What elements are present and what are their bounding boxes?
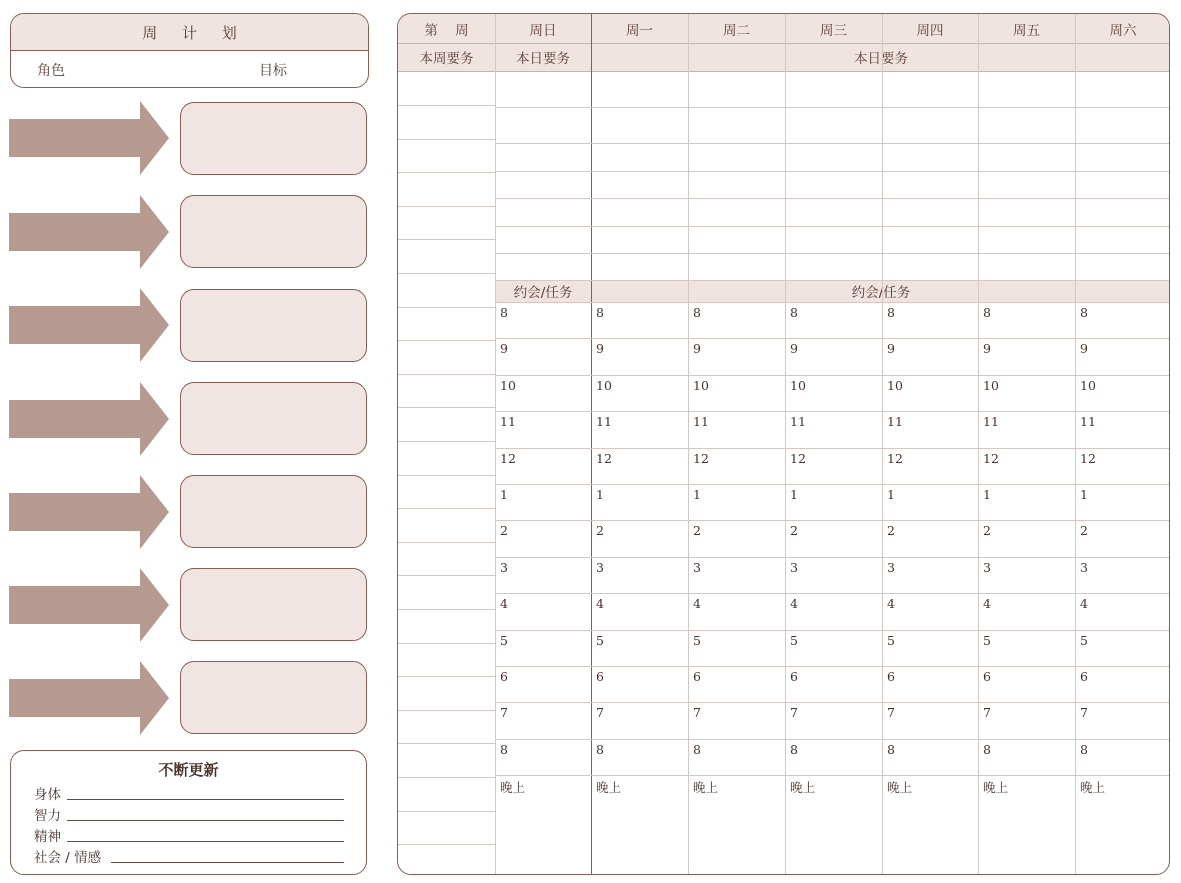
hour-label: 4 <box>790 596 798 611</box>
hour-label: 3 <box>693 560 701 575</box>
hour-label: 7 <box>887 705 895 720</box>
evening-label: 晚上 <box>596 780 622 795</box>
role-arrow-icon <box>9 475 169 549</box>
renewal-line[interactable] <box>111 862 344 863</box>
hour-label: 9 <box>790 341 798 356</box>
grid-row-line <box>398 575 495 576</box>
hour-label: 3 <box>500 560 508 575</box>
goal-box[interactable] <box>180 661 367 734</box>
weekly-plan-header <box>10 13 369 88</box>
hour-label: 12 <box>500 451 516 466</box>
renewal-line[interactable] <box>67 820 344 821</box>
hour-label: 1 <box>500 487 508 502</box>
grid-row-line <box>495 775 1170 776</box>
renewal-title: 不断更新 <box>158 761 219 779</box>
evening-label: 晚上 <box>790 780 816 795</box>
grid-row-line <box>398 777 495 778</box>
grid-row-line <box>495 253 1170 254</box>
hour-label: 5 <box>983 633 991 648</box>
hour-label: 3 <box>983 560 991 575</box>
hour-label: 11 <box>790 414 806 429</box>
hour-label: 8 <box>983 742 991 757</box>
hour-label: 2 <box>983 523 991 538</box>
day-header-tuesday: 周二 <box>688 14 785 43</box>
grid-row-line <box>495 280 1170 281</box>
day-header-monday: 周一 <box>591 14 688 43</box>
hour-label: 12 <box>887 451 903 466</box>
day-header-wednesday: 周三 <box>785 14 882 43</box>
goal-label: 目标 <box>259 63 287 79</box>
role-arrow-icon <box>9 661 169 735</box>
hour-label: 7 <box>500 705 508 720</box>
hour-label: 8 <box>1080 742 1088 757</box>
hour-label: 1 <box>983 487 991 502</box>
role-arrow-icon <box>9 288 169 362</box>
evening-label: 晚上 <box>693 780 719 795</box>
hour-label: 6 <box>693 669 701 684</box>
hour-label: 8 <box>500 742 508 757</box>
hour-label: 12 <box>983 451 999 466</box>
hour-label: 3 <box>596 560 604 575</box>
hour-label: 4 <box>887 596 895 611</box>
renewal-line[interactable] <box>67 799 344 800</box>
grid-row-line <box>495 448 1170 449</box>
evening-label: 晚上 <box>983 780 1009 795</box>
role-arrow-icon <box>9 101 169 175</box>
hour-label: 5 <box>887 633 895 648</box>
day-tasks-label-sunday: 本日要务 <box>495 43 591 71</box>
renewal-item-mind: 智力 <box>34 808 61 824</box>
hour-label: 7 <box>596 705 604 720</box>
hour-label: 3 <box>887 560 895 575</box>
hour-label: 10 <box>693 378 709 393</box>
evening-label: 晚上 <box>887 780 913 795</box>
hour-label: 5 <box>693 633 701 648</box>
hour-label: 1 <box>887 487 895 502</box>
grid-row-line <box>398 743 495 744</box>
grid-row-line <box>398 239 495 240</box>
role-arrow-icon <box>9 195 169 269</box>
hour-label: 5 <box>790 633 798 648</box>
grid-row-line <box>495 666 1170 667</box>
hour-label: 8 <box>596 305 604 320</box>
grid-row-line <box>495 630 1170 631</box>
grid-row-line <box>398 139 495 140</box>
hour-label: 3 <box>790 560 798 575</box>
grid-row-line <box>398 609 495 610</box>
evening-label: 晚上 <box>1080 780 1106 795</box>
grid-row-line <box>495 702 1170 703</box>
grid-row-line <box>398 71 1170 72</box>
hour-label: 11 <box>693 414 709 429</box>
role-arrow-icon <box>9 568 169 642</box>
day-tasks-label-weekdays: 本日要务 <box>591 43 1170 71</box>
hour-label: 11 <box>983 414 999 429</box>
renewal-box <box>10 750 367 875</box>
hour-label: 8 <box>790 305 798 320</box>
hour-label: 11 <box>1080 414 1096 429</box>
renewal-item-social: 社会 / 情感 <box>34 850 102 866</box>
hour-label: 7 <box>693 705 701 720</box>
hour-label: 8 <box>790 742 798 757</box>
hour-label: 10 <box>983 378 999 393</box>
grid-row-line <box>398 508 495 509</box>
hour-label: 10 <box>1080 378 1096 393</box>
goal-box[interactable] <box>180 195 367 268</box>
grid-row-line <box>398 441 495 442</box>
grid-row-line <box>495 143 1170 144</box>
grid-row-line <box>398 307 495 308</box>
grid-row-line <box>398 676 495 677</box>
day-header-friday: 周五 <box>978 14 1075 43</box>
renewal-item-spirit: 精神 <box>34 829 61 845</box>
grid-row-line <box>495 557 1170 558</box>
hour-label: 2 <box>596 523 604 538</box>
hour-label: 4 <box>596 596 604 611</box>
hour-label: 10 <box>790 378 806 393</box>
hour-label: 8 <box>693 742 701 757</box>
hour-label: 2 <box>500 523 508 538</box>
hour-label: 5 <box>1080 633 1088 648</box>
hour-label: 4 <box>500 596 508 611</box>
hour-label: 6 <box>790 669 798 684</box>
hour-label: 7 <box>1080 705 1088 720</box>
grid-row-line <box>495 375 1170 376</box>
hour-label: 3 <box>1080 560 1088 575</box>
role-label: 角色 <box>37 63 65 79</box>
hour-label: 9 <box>596 341 604 356</box>
grid-row-line <box>398 105 495 106</box>
hour-label: 8 <box>983 305 991 320</box>
hour-label: 12 <box>1080 451 1096 466</box>
hour-label: 4 <box>983 596 991 611</box>
grid-row-line <box>398 542 495 543</box>
grid-row-line <box>398 643 495 644</box>
hour-label: 11 <box>500 414 516 429</box>
hour-label: 6 <box>983 669 991 684</box>
weekly-plan-title: 周 计 划 <box>11 14 368 51</box>
day-header-sunday: 周日 <box>495 14 591 43</box>
hour-label: 9 <box>500 341 508 356</box>
renewal-line[interactable] <box>67 841 344 842</box>
hour-label: 11 <box>596 414 612 429</box>
hour-label: 7 <box>790 705 798 720</box>
role-arrow-icon <box>9 382 169 456</box>
hour-label: 8 <box>887 742 895 757</box>
hour-label: 1 <box>596 487 604 502</box>
hour-label: 8 <box>1080 305 1088 320</box>
hour-label: 4 <box>1080 596 1088 611</box>
appointments-label-sunday: 约会/任务 <box>495 280 591 302</box>
hour-label: 7 <box>983 705 991 720</box>
grid-row-line <box>495 226 1170 227</box>
grid-row-line <box>495 302 1170 303</box>
grid-row-line <box>398 374 495 375</box>
goal-box[interactable] <box>180 102 367 175</box>
grid-row-line <box>495 338 1170 339</box>
goal-box[interactable] <box>180 382 367 455</box>
hour-label: 1 <box>790 487 798 502</box>
hour-label: 10 <box>596 378 612 393</box>
grid-row-line <box>398 172 495 173</box>
renewal-item-body: 身体 <box>34 787 61 803</box>
grid-row-line <box>495 520 1170 521</box>
grid-row-line <box>398 206 495 207</box>
hour-label: 8 <box>596 742 604 757</box>
day-header-thursday: 周四 <box>882 14 978 43</box>
hour-label: 6 <box>887 669 895 684</box>
hour-label: 2 <box>790 523 798 538</box>
grid-row-line <box>495 739 1170 740</box>
grid-row-line <box>398 475 495 476</box>
week-tasks-label: 本周要务 <box>398 43 495 71</box>
goal-box[interactable] <box>180 568 367 641</box>
hour-label: 9 <box>887 341 895 356</box>
goal-box[interactable] <box>180 289 367 362</box>
grid-row-line <box>398 407 495 408</box>
hour-label: 4 <box>693 596 701 611</box>
appointments-label-weekdays: 约会/任务 <box>591 280 1170 302</box>
grid-row-line <box>398 273 495 274</box>
goal-box[interactable] <box>180 475 367 548</box>
hour-label: 6 <box>500 669 508 684</box>
hour-label: 8 <box>693 305 701 320</box>
hour-label: 9 <box>1080 341 1088 356</box>
day-header-saturday: 周六 <box>1075 14 1170 43</box>
week-number-label: 第 周 <box>398 14 495 43</box>
hour-label: 11 <box>887 414 903 429</box>
hour-label: 2 <box>1080 523 1088 538</box>
grid-row-line <box>398 43 1170 44</box>
hour-label: 2 <box>693 523 701 538</box>
hour-label: 5 <box>596 633 604 648</box>
hour-label: 9 <box>693 341 701 356</box>
hour-label: 2 <box>887 523 895 538</box>
hour-label: 12 <box>790 451 806 466</box>
grid-row-line <box>495 107 1170 108</box>
hour-label: 10 <box>887 378 903 393</box>
grid-row-line <box>495 198 1170 199</box>
grid-row-line <box>398 340 495 341</box>
hour-label: 1 <box>693 487 701 502</box>
hour-label: 8 <box>500 305 508 320</box>
hour-label: 6 <box>596 669 604 684</box>
grid-row-line <box>398 811 495 812</box>
grid-row-line <box>495 411 1170 412</box>
hour-label: 6 <box>1080 669 1088 684</box>
grid-row-line <box>495 171 1170 172</box>
hour-label: 5 <box>500 633 508 648</box>
hour-label: 12 <box>596 451 612 466</box>
grid-row-line <box>495 593 1170 594</box>
hour-label: 8 <box>887 305 895 320</box>
hour-label: 9 <box>983 341 991 356</box>
hour-label: 10 <box>500 378 516 393</box>
grid-row-line <box>495 484 1170 485</box>
grid-row-line <box>398 844 495 845</box>
evening-label: 晚上 <box>500 780 526 795</box>
hour-label: 12 <box>693 451 709 466</box>
hour-label: 1 <box>1080 487 1088 502</box>
week-schedule-table <box>397 13 1170 875</box>
grid-row-line <box>398 710 495 711</box>
